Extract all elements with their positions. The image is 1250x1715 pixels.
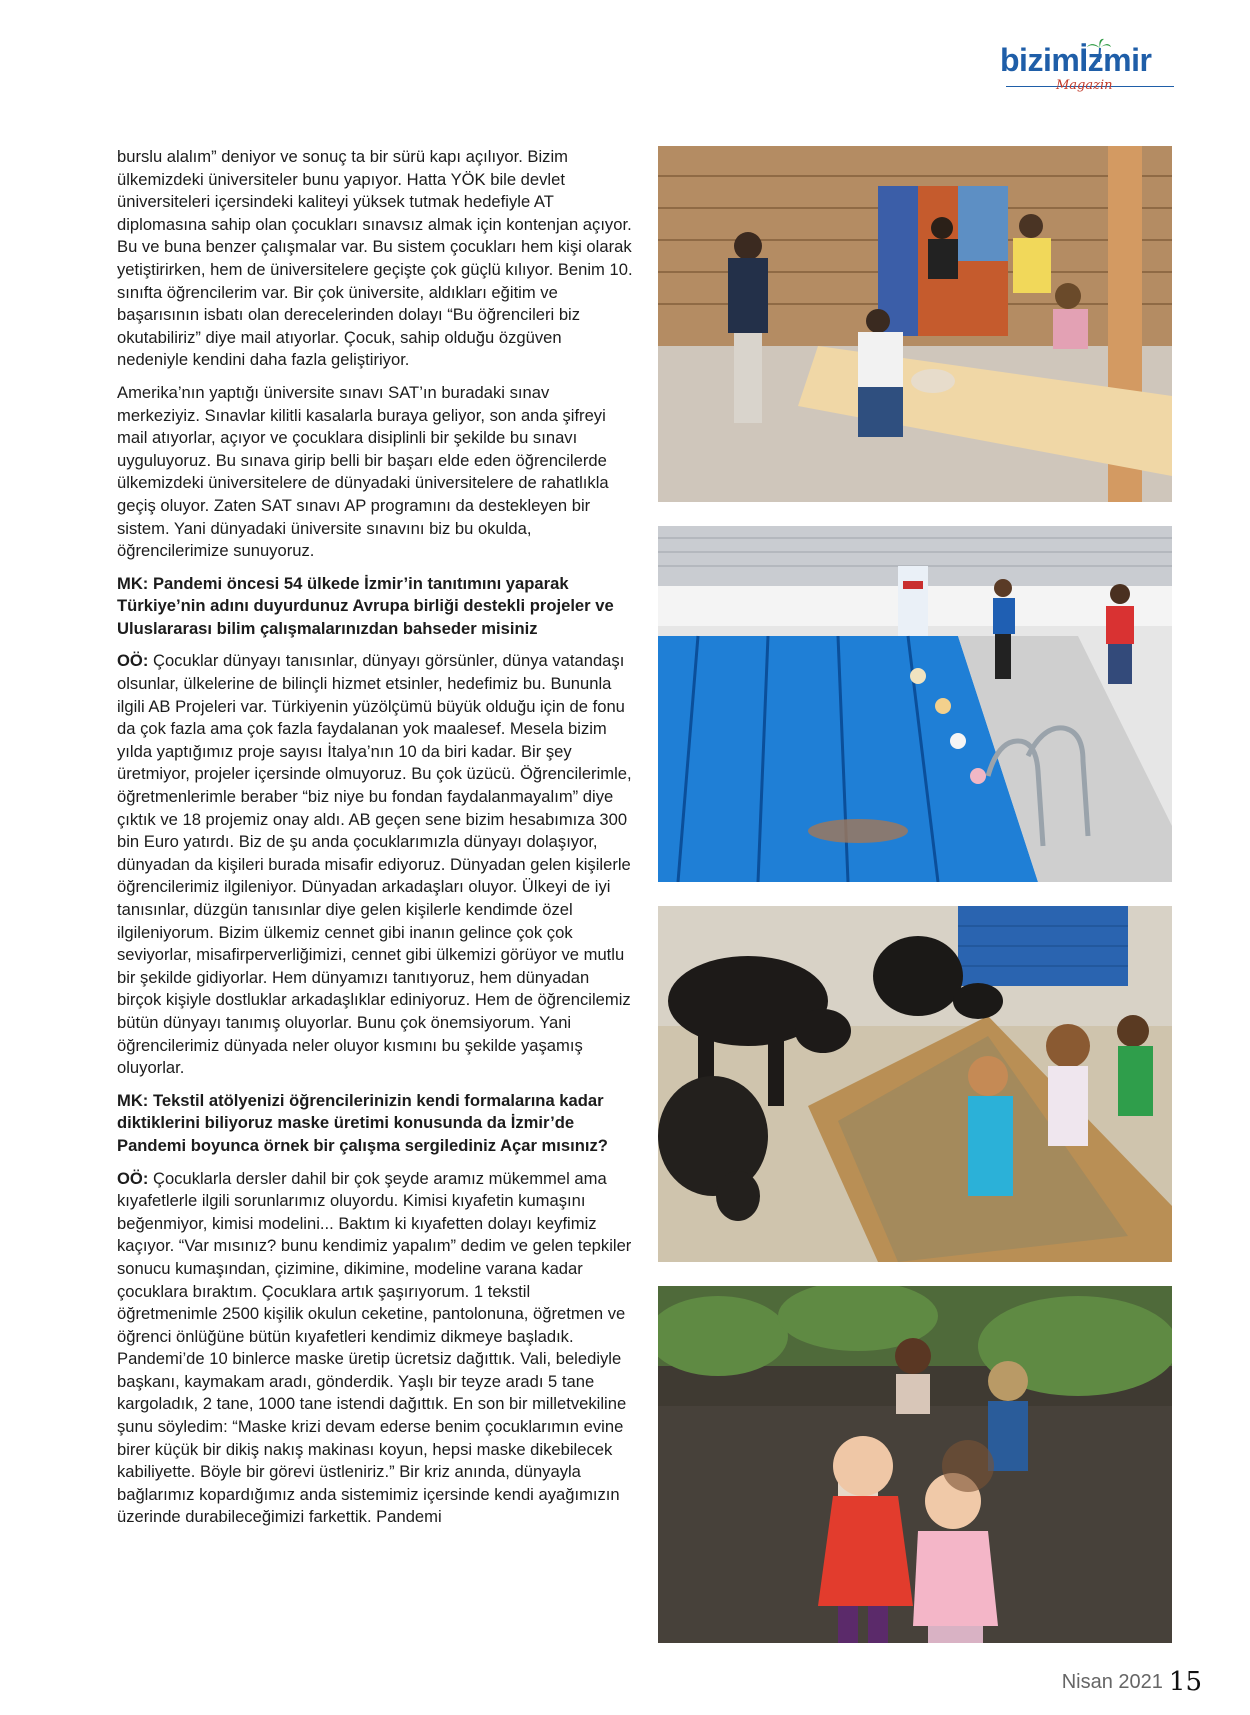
page-number: 15 <box>1168 1667 1202 1697</box>
photo-pool <box>658 526 1172 882</box>
interview-question: MK: Tekstil atölyenizi öğrencilerinizin kendi formalarına kadar diktiklerini biliyoruz maske üretimi konusunda da İzmir’de Pandemi boyunca örnek bir çalışma sergilediniz Açar mısınız? <box>117 1090 608 1155</box>
interview-answer <box>117 1168 635 1530</box>
photo-buffalo <box>658 906 1172 1262</box>
article-paragraph: Amerika’nın yaptığı üniversite sınavı SAT’ın buradaki sınav merkeziyiz. Sınavlar kilitli kasalarla buraya geliyor, son anda şifreyi mail atıyorlar, açıyor ve çocuklara disiplinli bir şekilde bu sınavı uyguluyoruz. Bu sınava girip belli bir başarı elde eden öğrencilerde ülkemizdeki üniversitelere de dünyadaki üniversitelere de rahatlıkla geçiş oluyor. Zaten SAT sınavı AP programını da destekleyen bir sistem. Yani dünyadaki üniversite sınavını biz bu okulda, öğrencilerimize sunuyoruz. <box>117 382 609 561</box>
article-paragraph: burslu alalım” deniyor ve sonuç ta bir sürü kapı açılıyor. Bizim ülkemizdeki üniversiteler bunu yapıyor. Hatta YÖK bile devlet üniversiteleri içersindeki kaliteyi yüksek tutmak hedefiyle AT diplomasına sahip olan çocukları sınavsız almak için kontenjan açıyor. Bu ve buna benzer çalışmalar var. Bu sistem çocukları hem kişi olarak yetiştirirken, hem de üniversitelere geçişte çok güçlü kılıyor. Benim 10. sınıfta öğrencilerim var. Bir çok üniversite, aldıkları eğitim ve başarısının isbatı olan derecelerinden dolayı “Bu öğrencileri biz okutabiliriz” diye mail atıyorlar. Çocuk, sahip olduğu özgüven nedeniyle kendini daha fazla geliştiriyor. <box>117 147 633 370</box>
logo-text: bizimİzmir <box>1000 42 1152 78</box>
interview-answer <box>117 650 635 1079</box>
answer-text: Çocuklarla dersler dahil bir çok şeyde aramız mükemmel ama kıyafetlerle ilgili sorunlarımız oluyordu. Kimisi kıyafetin kumaşını beğenmiyor, kimisi modelini... Baktım ki kıyafetten dolayı keyfimiz kaçıyor. “Var mısınız? bunu kendimiz yapalım” dedim ve gelen tepkiler sonucu kumaşından, çizimine, dikimine, modeline varana kadar çocuklara bıraktım. Çocuklara artık şaşırıyorum. 1 tekstil öğretmenimle 2500 kişilik okulun ceketine, pantolonuna, öğretmen ve öğrenci önlüğüne bütün kıyafetleri kendimiz dikmeye başladık. Pandemi’de 10 binlerce maske üretip ücretsiz dağıttık. Vali, belediyle başkanı, kaymakam aradı, gönderdik. Yaşlı bir teyze aradı 5 tane kargoladık, 2 tane, 1000 tane istendi dağıttık. En son bir milletvekiline şunu söyledim: “Maske krizi devam ederse benim çocuklarımın evine birer küçük bir dikiş nakış makinası koyun, hepsi maske dikebilecek kabiliyette. Böyle bir görevi üstleniriz.” Bir kriz anında, dünyayla bağlarımız kopardığımız anda sistemimiz içersinde kendi ayağımızın üzerinde durabileceğimizi farkettik. Pandemi <box>117 1168 632 1527</box>
article-column <box>117 146 635 1539</box>
page-footer <box>1062 1667 1202 1697</box>
interview-question: MK: Pandemi öncesi 54 ülkede İzmir’in tanıtımını yaparak Türkiye’nin adını duyurdunuz Avrupa birliği destekli projeler ve Uluslararası bilim çalışmalarınızdan bahseder misiniz <box>117 573 614 638</box>
logo-subtitle: Magazin <box>1056 78 1113 93</box>
speaker-label: OÖ: <box>117 651 149 671</box>
speaker-label: OÖ: <box>117 1168 149 1188</box>
photo-workshop <box>658 146 1172 502</box>
issue-date: Nisan 2021 <box>1061 1671 1163 1693</box>
magazine-logo <box>1000 42 1180 100</box>
photo-garden <box>658 1286 1172 1643</box>
palm-icon <box>1086 38 1112 62</box>
answer-text: Çocuklar dünyayı tanısınlar, dünyayı görsünler, dünya vatandaşı olsunlar, ülkelerine de bilinçli hizmet etsinler, hedefimiz bu. Bununla ilgili AB Projeleri var. Türkiyenin yüzölçümü büyük olduğu için de fonu da çok fazla ama çok fazla faydalanan yok maalesef. Mesela bizim yılda yaptığımız proje sayısı İtalya’nın 10 da biri kadar. Bir şey üretmiyor, projeler içersinde olmuyoruz. Bu çok üzücü. Öğrencilerimle, öğretmenlerimle beraber “biz niye bu fondan faydalanmayalım” diye çıktık ve 18 projemiz onay aldı. AB geçen sene bizim hesabımıza 300 bin Euro yatırdı. Biz de şu anda çocuklarımızla dünyayı dolaşıyor, dünyadan da kişileri burada misafir ediyoruz. Dünyadan gelen kişilerle öğrencilerimiz ilgileniyor. Dünyadan arkadaşları oluyor. Ülkeyi de iyi tanısınlar, düzgün tanısınlar diye gelen kişilerle kendimde özel ilgileniyorum. Bizim ülkemiz cennet gibi inanın gelince çok çok seviyorlar, misafirperverliğimizi, cennet gibi ülkemizi görüyor ve mutlu bir şekilde gidiyorlar. Hem dünyamızı tanıtıyoruz, hem dünyadan birçok kişiyle dostluklar arkadaşlıklar ediniyoruz. Hem de öğrencilemiz bütün dünyayı tanımış oluyorlar. Bunu çok önemsiyorum. Yani öğrencilerimiz dünyada neler oluyor kısmını bu şekilde yaşamış oluyorlar. <box>117 651 632 1078</box>
